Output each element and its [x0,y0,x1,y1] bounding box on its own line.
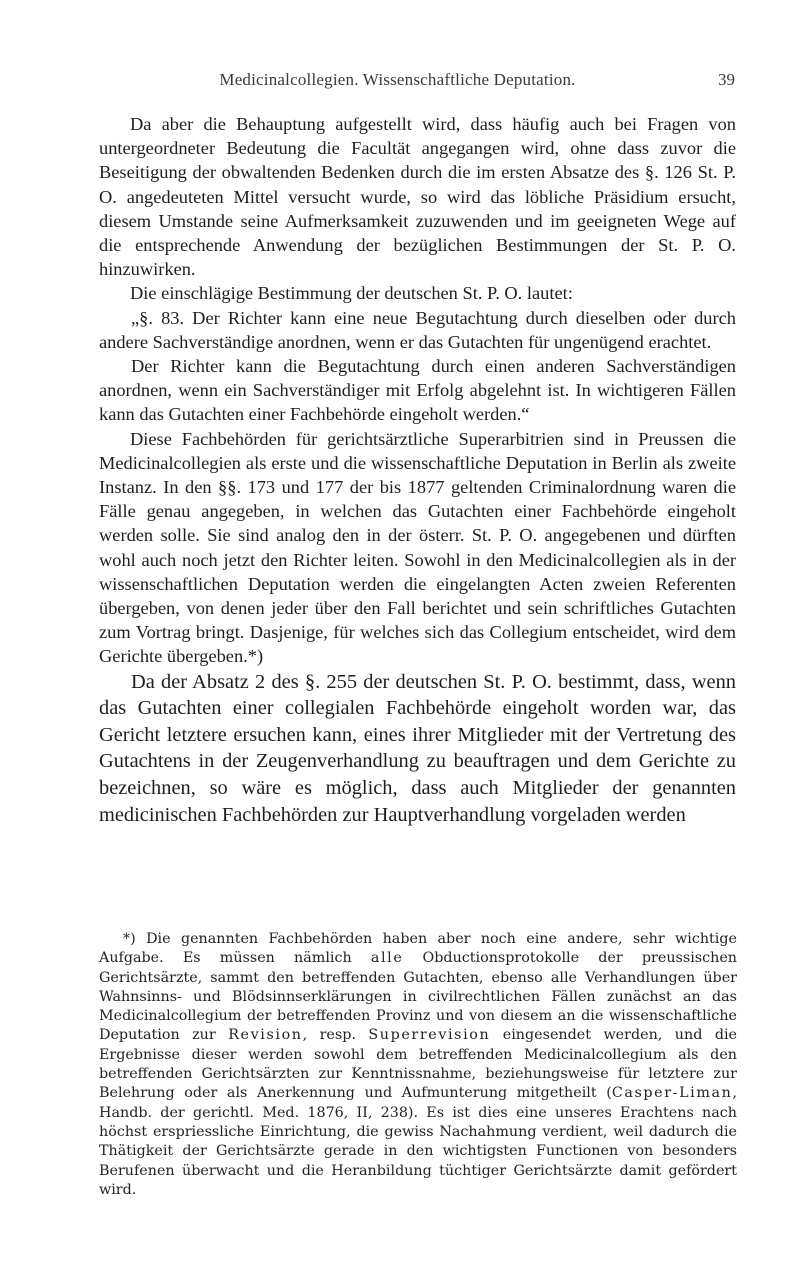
quoted-paragraph-83-continued: Der Richter kann die Begutachtung durch einen anderen Sachverständigen anordnen, wenn ein Sachverständiger mit Erfolg abgelehnt ist. In wichtigeren Fällen kann das Gutachten einer Fachbehörde eingeholt werden.“ [99,356,736,425]
footnote-emphasis-alle: alle [370,950,404,967]
running-title: Medicinalcollegien. Wissenschaftliche Deputation. [219,70,576,89]
footnote-emphasis-revision: Revision [228,1027,303,1044]
quoted-paragraph-83: „§. 83. Der Richter kann eine neue Begutachtung durch dieselben oder durch andere Sachverständige anordnen, wenn er das Gutachten für ungenügend erachtet. [99,307,736,352]
footnote-text-part-5: , Handb. der gerichtl. Med. 1876, II, 238). Es ist dies eine unseres Erachtens nach höchst erspriessliche Einrichtung, die gewiss Nachahmung verdient, weil dadurch die Thätigkeit der Gerichtsärzte gerade in den wichtigsten Functionen von besonders Berufenen überwacht und die Heranbildung tüchtiger Gerichtsärzte damit gefördert wird. [99,1085,737,1198]
page-number: 39 [718,70,735,89]
footnote-text-part-3: , resp. [302,1027,369,1044]
paragraph-absatz-2: Da der Absatz 2 des §. 255 der deutschen St. P. O. bestimmt, dass, wenn das Gutachten einer collegialen Fachbehörde eingeholt worden war, das Gericht letztere ersuchen kann, eines ihrer Mitglieder mit der Vertretung des Gutachtens in der Zeugenverhandlung zu beauftragen und dem Gerichte zu bezeichnen, so wäre es möglich, dass auch Mitglieder der genannten medicinischen Fachbehörden zur Hauptverhandlung vorgeladen werden [99,670,736,826]
footnote-text-part-2: Obductionsprotokolle der preussischen Gerichtsärzte, sammt den betreffenden Gutachten, ebenso alle Verhandlungen über Wahnsinns- und Blödsinnserklärungen in civilrechtlichen Fällen zunächst an das Medicinalcollegium der betreffenden Provinz und von diesem an die wissenschaftliche Deputation zur [99,950,737,1044]
page-header [60,70,735,94]
footnote-emphasis-casper-liman: Casper-Liman [611,1085,733,1102]
footnote [99,930,737,1200]
footnote-text [99,930,737,1200]
paragraph-2: Die einschlägige Bestimmung der deutschen St. P. O. lautet: [130,283,573,304]
footnote-text-part-1: *) Die genannten Fachbehörden haben aber noch eine andere, sehr wichtige Aufgabe. Es müssen nämlich [99,931,737,967]
paragraph-1: Da aber die Behauptung aufgestellt wird, dass häufig auch bei Fragen von untergeordneter Bedeutung die Facultät angegangen wird, ohne dass zuvor die Beseitigung der obwaltenden Bedenken durch die im ersten Absatze des §. 126 St. P. O. angedeuteten Mittel versucht wurde, so wird das löbliche Präsidium ersucht, diesem Umstande seine Aufmerksamkeit zuzuwenden und im geeigneten Wege auf die entsprechende Anwendung der bezüglichen Bestimmungen der St. P. O. hinzuwirken. [99,114,736,280]
paragraph-fachbehoerden: Diese Fachbehörden für gerichtsärztliche Superarbitrien sind in Preussen die Medicinalcollegien als erste und die wissenschaftliche Deputation in Berlin als zweite Instanz. In den §§. 173 und 177 der bis 1877 geltenden Criminalordnung waren die Fälle genau angegeben, in welchen das Gutachten einer Fachbehörde eingeholt werden solle. Sie sind analog den in der österr. St. P. O. angegebenen und dürften wohl auch noch jetzt den Richter leiten. Sowohl in den Medicinalcollegien als in der wissenschaftlichen Deputation werden die eingelangten Acten zweien Referenten übergeben, von denen jeder über den Fall berichtet und sein schriftliches Gutachten zum Vortrag bringt. Dasjenige, für welches sich das Collegium entscheidet, wird dem Gerichte übergeben.*) [99,428,736,667]
footnote-text-part-4: eingesendet werden, und die Ergebnisse dieser werden sowohl dem betreffenden Medicinalcollegium als den betreffenden Gerichtsärzten zur Kenntnissnahme, beziehungsweise für letztere zur Belehrung oder als Anerkennung und Aufmunterung mitgetheilt ( [99,1027,738,1102]
footnote-emphasis-superrevision: Superrevision [368,1027,491,1044]
main-text [99,112,736,828]
